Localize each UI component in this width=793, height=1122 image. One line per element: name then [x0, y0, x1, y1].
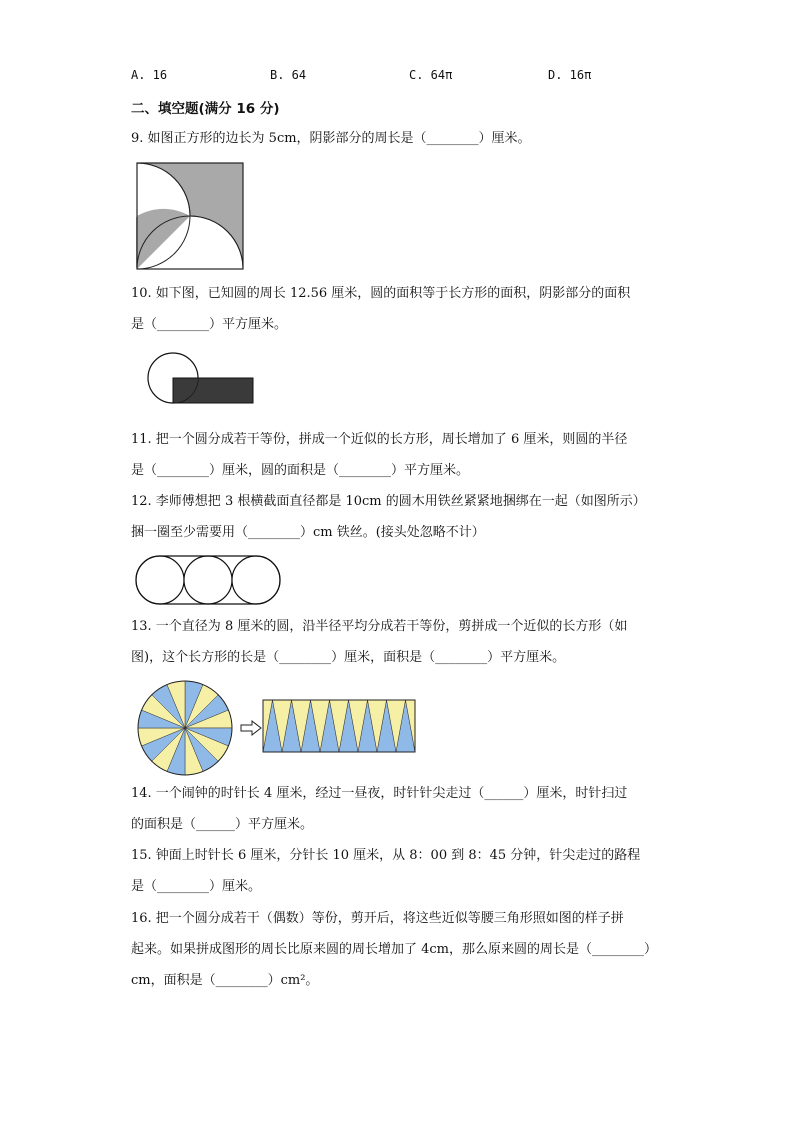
section-title: 二、填空题(满分 16 分)	[131, 101, 280, 117]
question-12-line-1: 12. 李师傅想把 3 根横截面直径都是 10cm 的圆木用铁丝紧紧地捆绑在一起（如图所示）	[131, 494, 646, 509]
question-16-line-1: 16. 把一个圆分成若干（偶数）等份，剪开后，将这些近似等腰三角形照如图的样子拼	[131, 911, 624, 926]
question-9: 9. 如图正方形的边长为 5cm，阴影部分的周长是（________）厘米。	[131, 131, 531, 146]
choice-b: B. 64	[270, 68, 307, 82]
figure-square-semicircles	[136, 162, 246, 272]
choice-c: C. 64π	[409, 68, 453, 82]
question-16-line-3: cm，面积是（________）cm²。	[131, 973, 319, 988]
question-15-line-2: 是（________）厘米。	[131, 879, 262, 894]
figure-three-logs	[134, 553, 284, 607]
choice-a: A. 16	[131, 68, 168, 82]
figure-rearranged-rectangle	[262, 697, 418, 755]
question-10-line-1: 10. 如下图，已知圆的周长 12.56 厘米，圆的面积等于长方形的面积，阴影部分的面积	[131, 286, 631, 301]
question-12-line-2: 捆一圈至少需要用（________）cm 铁丝。(接头处忽略不计）	[131, 525, 485, 540]
question-15-line-1: 15. 钟面上时针长 6 厘米，分针长 10 厘米，从 8：00 到 8：45 分钟，针尖走过的路程	[131, 848, 641, 863]
choice-d: D. 16π	[548, 68, 592, 82]
question-11-line-2: 是（________）厘米，圆的面积是（________）平方厘米。	[131, 463, 470, 478]
figure-circle-rectangle	[143, 349, 258, 407]
question-13-line-2: 图)，这个长方形的长是（________）厘米，面积是（________）平方厘米。	[131, 650, 566, 665]
question-16-line-2: 起来。如果拼成图形的周长比原来圆的周长增加了 4cm，那么原来圆的周长是（________）	[131, 942, 658, 957]
question-11-line-1: 11. 把一个圆分成若干等份，拼成一个近似的长方形，周长增加了 6 厘米，则圆的半径	[131, 432, 628, 447]
question-10-line-2: 是（________）平方厘米。	[131, 317, 288, 332]
figure-circle-sectors	[134, 677, 236, 779]
question-14-line-2: 的面积是（______）平方厘米。	[131, 817, 314, 832]
question-14-line-1: 14. 一个闹钟的时针长 4 厘米，经过一昼夜，时针针尖走过（______）厘米，时针扫过	[131, 786, 628, 801]
arrow-right-icon	[240, 720, 262, 736]
question-13-line-1: 13. 一个直径为 8 厘米的圆，沿半径平均分成若干等份，剪拼成一个近似的长方形（如	[131, 619, 628, 634]
